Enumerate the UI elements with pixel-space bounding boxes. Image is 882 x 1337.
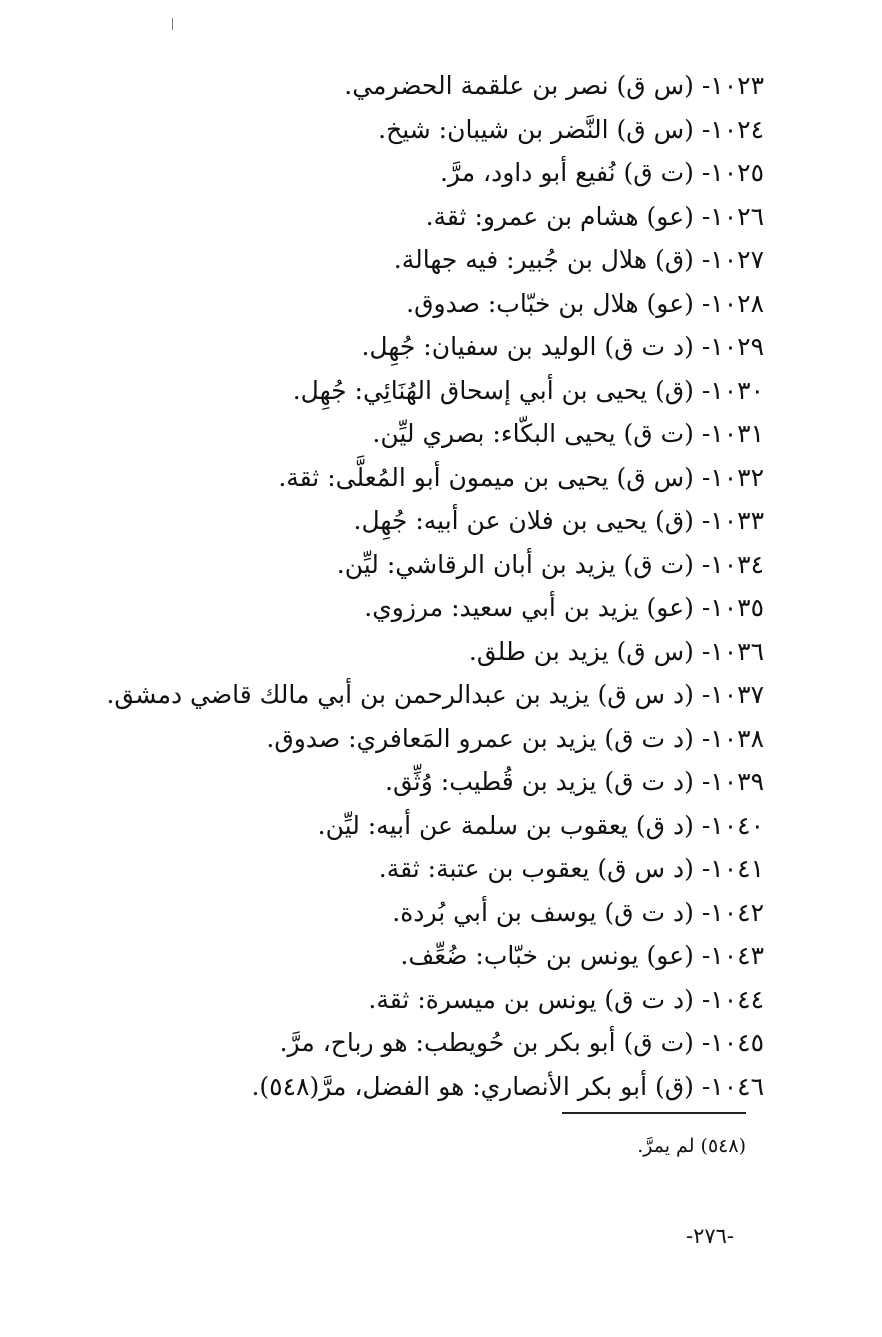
list-item: ١٠٢٥- (ت ق) نُفيع أبو داود، مرَّ. <box>439 158 764 187</box>
list-item: ١٠٣٩- (د ت ق) يزيد بن قُطيب: وُثِّق. <box>385 767 764 796</box>
list-item: ١٠٣٥- (عو) يزيد بن أبي سعيد: مرزوي. <box>364 593 764 622</box>
list-item: ١٠٣٢- (س ق) يحيى بن ميمون أبو المُعلَّى: ثقة. <box>278 462 764 492</box>
footnote: (٥٤٨) لم يمرَّ. <box>637 1135 746 1157</box>
scan-mark <box>172 18 173 30</box>
page-number: -٢٧٦- <box>685 1224 735 1248</box>
list-item: ١٠٤٠- (د ق) يعقوب بن سلمة عن أبيه: ليِّن. <box>317 810 764 840</box>
footnote-divider <box>562 1112 746 1114</box>
list-item: ١٠٤١- (د س ق) يعقوب بن عتبة: ثقة. <box>378 854 764 883</box>
list-item: ١٠٣٨- (د ت ق) يزيد بن عمرو المَعافري: صدوق. <box>266 723 764 753</box>
list-item: ١٠٢٣- (س ق) نصر بن علقمة الحضرمي. <box>344 71 764 100</box>
list-item: ١٠٤٥- (ت ق) أبو بكر بن حُويطب: هو رباح، مرَّ. <box>279 1028 764 1057</box>
list-item: ١٠٤٤- (د ت ق) يونس بن ميسرة: ثقة. <box>368 984 764 1014</box>
list-item: ١٠٤٦- (ق) أبو بكر الأنصاري: هو الفضل، مرَّ(٥٤٨). <box>251 1071 764 1101</box>
list-item: ١٠٣١- (ت ق) يحيى البكّاء: بصري ليِّن. <box>372 419 764 448</box>
list-item: ١٠٤٣- (عو) يونس بن خبّاب: ضُعِّف. <box>400 941 764 970</box>
list-item: ١٠٣٠- (ق) يحيى بن أبي إسحاق الهُنَائِي: جُهِل. <box>292 375 764 405</box>
list-item: ١٠٣٦- (س ق) يزيد بن طلق. <box>468 636 764 666</box>
list-item: ١٠٣٤- (ت ق) يزيد بن أبان الرقاشي: ليِّن. <box>336 549 764 579</box>
list-item: ١٠٣٧- (د س ق) يزيد بن عبدالرحمن بن أبي مالك قاضي دمشق. <box>106 680 764 709</box>
list-item: ١٠٢٦- (عو) هشام بن عمرو: ثقة. <box>425 201 764 231</box>
list-item: ١٠٤٢- (د ت ق) يوسف بن أبي بُردة. <box>392 897 764 927</box>
list-item: ١٠٢٩- (د ت ق) الوليد بن سفيان: جُهِل. <box>361 332 764 361</box>
list-item: ١٠٢٤- (س ق) النَّضر بن شيبان: شيخ. <box>378 114 764 144</box>
list-item: ١٠٢٨- (عو) هلال بن خبّاب: صدوق. <box>406 288 764 318</box>
list-item: ١٠٣٣- (ق) يحيى بن فلان عن أبيه: جُهِل. <box>353 506 764 535</box>
entry-list <box>4 64 764 1108</box>
list-item: ١٠٢٧- (ق) هلال بن جُبير: فيه جهالة. <box>393 245 764 274</box>
